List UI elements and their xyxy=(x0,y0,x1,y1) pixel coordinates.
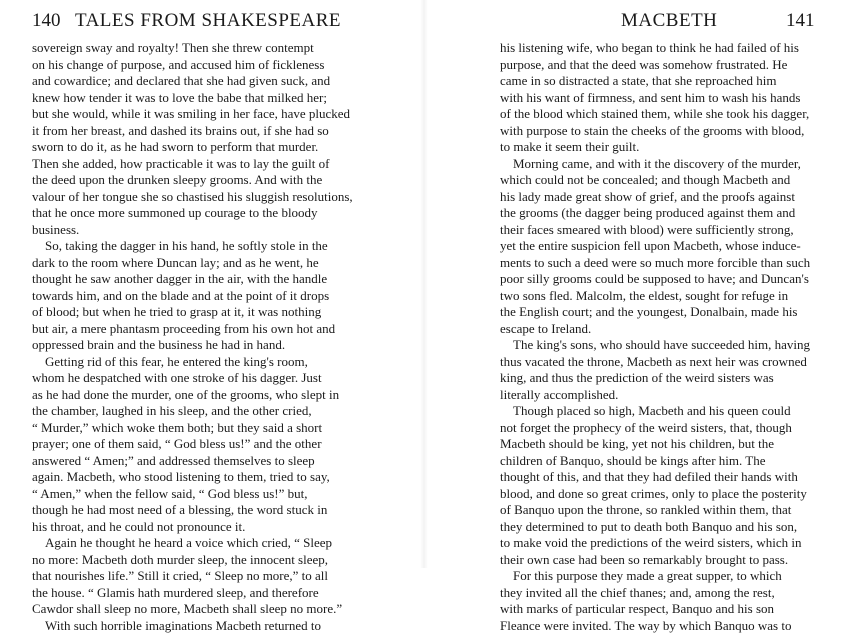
text-line: their own case had been so remarkably brought to pass. xyxy=(500,552,847,569)
text-line: with marks of particular respect, Banquo and his son xyxy=(500,601,847,618)
text-line: prayer; one of them said, “ God bless us!” and the other xyxy=(32,436,392,453)
left-page-number: 140 xyxy=(32,10,61,32)
text-line: Macbeth should be king, yet not his children, but the xyxy=(500,436,847,453)
text-line: For this purpose they made a great supper, to which xyxy=(500,568,847,585)
text-line: and cowardice; and declared that she had given suck, and xyxy=(32,73,392,90)
text-line: that nourishes life.” Still it cried, “ Sleep no more,” to all xyxy=(32,568,392,585)
text-line: thought he saw another dagger in the air, with the handle xyxy=(32,271,392,288)
text-line: as he had done the murder, one of the grooms, who slept in xyxy=(32,387,392,404)
left-running-head: TALES FROM SHAKESPEARE xyxy=(75,10,341,32)
text-line: valour of her tongue she so chastised his sluggish resolutions, xyxy=(32,189,392,206)
text-line: though he had most need of a blessing, the word stuck in xyxy=(32,502,392,519)
text-line: the house. “ Glamis hath murdered sleep, and therefore xyxy=(32,585,392,602)
text-line: of Banquo upon the throne, so rankled within them, that xyxy=(500,502,847,519)
text-line: his listening wife, who began to think he had failed of his xyxy=(500,40,847,57)
text-line: Fleance were invited. The way by which Banquo was to xyxy=(500,618,847,634)
text-line: of blood; but when he tried to grasp at it, it was nothing xyxy=(32,304,392,321)
text-line: The king's sons, who should have succeeded him, having xyxy=(500,337,847,354)
text-line: his throat, and he could not pronounce it. xyxy=(32,519,392,536)
text-line: towards him, and on the blade and at the point of it drops xyxy=(32,288,392,305)
text-line: no more: Macbeth doth murder sleep, the innocent sleep, xyxy=(32,552,392,569)
text-line: sworn to do it, as he had sworn to perform that murder. xyxy=(32,139,392,156)
text-line: Again he thought he heard a voice which cried, “ Sleep xyxy=(32,535,392,552)
text-line: Morning came, and with it the discovery of the murder, xyxy=(500,156,847,173)
text-line: but air, a mere phantasm proceeding from his own hot and xyxy=(32,321,392,338)
text-line: ments to such a deed were so much more forcible than such xyxy=(500,255,847,272)
text-line: came in so distracted a state, that she reproached him xyxy=(500,73,847,90)
text-line: whom he despatched with one stroke of his dagger. Just xyxy=(32,370,392,387)
left-page xyxy=(0,0,424,568)
text-line: With such horrible imaginations Macbeth returned to xyxy=(32,618,392,634)
right-page xyxy=(424,0,848,568)
text-line: they invited all the chief thanes; and, among the rest, xyxy=(500,585,847,602)
text-line: “ Amen,” when the fellow said, “ God bless us!” but, xyxy=(32,486,392,503)
right-page-number: 141 xyxy=(786,10,815,32)
text-line: the English court; and the youngest, Donalbain, made his xyxy=(500,304,847,321)
text-line: thus vacated the throne, Macbeth as next heir was crowned xyxy=(500,354,847,371)
text-line: not forget the prophecy of the weird sisters, that, though xyxy=(500,420,847,437)
text-line: blood, and done so great crimes, only to place the posterity xyxy=(500,486,847,503)
text-line: thought of this, and that they had defiled their hands with xyxy=(500,469,847,486)
text-line: Though placed so high, Macbeth and his queen could xyxy=(500,403,847,420)
text-line: to make it seem their guilt. xyxy=(500,139,847,156)
text-line: but she would, while it was smiling in her face, have plucked xyxy=(32,106,392,123)
text-line: knew how tender it was to love the babe that milked her; xyxy=(32,90,392,107)
text-line: their faces smeared with blood) were sufficiently strong, xyxy=(500,222,847,239)
text-line: again. Macbeth, who stood listening to them, tried to say, xyxy=(32,469,392,486)
text-line: answered “ Amen;” and addressed themselves to sleep xyxy=(32,453,392,470)
left-page-body xyxy=(32,40,392,634)
text-line: children of Banquo, should be kings after him. The xyxy=(500,453,847,470)
text-line: it from her breast, and dashed its brains out, if she had so xyxy=(32,123,392,140)
text-line: Cawdor shall sleep no more, Macbeth shall sleep no more.” xyxy=(32,601,392,618)
text-line: of the blood which stained them, while she took his dagger, xyxy=(500,106,847,123)
text-line: on his change of purpose, and accused him of fickleness xyxy=(32,57,392,74)
text-line: that he once more summoned up courage to the bloody xyxy=(32,205,392,222)
text-line: Getting rid of this fear, he entered the king's room, xyxy=(32,354,392,371)
text-line: which could not be concealed; and though Macbeth and xyxy=(500,172,847,189)
text-line: his lady made great show of grief, and the proofs against xyxy=(500,189,847,206)
right-page-body xyxy=(500,40,847,634)
text-line: king, and thus the prediction of the weird sisters was xyxy=(500,370,847,387)
text-line: the chamber, laughed in his sleep, and the other cried, xyxy=(32,403,392,420)
text-line: business. xyxy=(32,222,392,239)
text-line: with purpose to stain the cheeks of the grooms with blood, xyxy=(500,123,847,140)
right-running-head: MACBETH xyxy=(621,10,717,32)
text-line: oppressed brain and the business he had in hand. xyxy=(32,337,392,354)
text-line: literally accomplished. xyxy=(500,387,847,404)
text-line: dark to the room where Duncan lay; and as he went, he xyxy=(32,255,392,272)
text-line: two sons fled. Malcolm, the eldest, sought for refuge in xyxy=(500,288,847,305)
text-line: the deed upon the drunken sleepy grooms. And with the xyxy=(32,172,392,189)
text-line: yet the entire suspicion fell upon Macbeth, whose induce- xyxy=(500,238,847,255)
text-line: to make void the predictions of the weird sisters, which in xyxy=(500,535,847,552)
text-line: the grooms (the dagger being produced against them and xyxy=(500,205,847,222)
text-line: poor silly grooms could be supposed to have; and Duncan's xyxy=(500,271,847,288)
text-line: they determined to put to death both Banquo and his son, xyxy=(500,519,847,536)
text-line: purpose, and that the deed was somehow frustrated. He xyxy=(500,57,847,74)
text-line: escape to Ireland. xyxy=(500,321,847,338)
text-line: with his want of firmness, and sent him to wash his hands xyxy=(500,90,847,107)
text-line: So, taking the dagger in his hand, he softly stole in the xyxy=(32,238,392,255)
text-line: “ Murder,” which woke them both; but they said a short xyxy=(32,420,392,437)
text-line: sovereign sway and royalty! Then she threw contempt xyxy=(32,40,392,57)
text-line: Then she added, how practicable it was to lay the guilt of xyxy=(32,156,392,173)
